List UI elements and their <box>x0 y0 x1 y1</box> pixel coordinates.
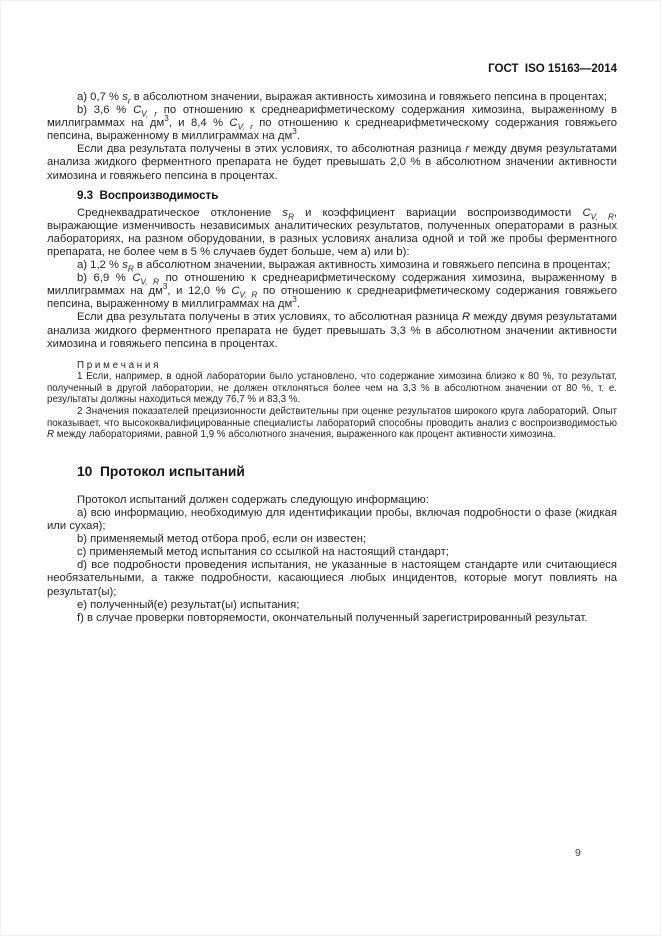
list-item-a-repeatability: а) 0,7 % $s_r$ в абсолютном значении, выражая активность химозина и говяжьего пепсина в процентах; <box>77 91 608 106</box>
para-reproducibility-intro: Среднеквадратическое отклонение $s_R$ и коэффициент вариации воспроизводимости $C_{V, R}$, выражающие изменчивость независимых аналитических результатов, полученных операторами в разных лабораториях, на разном оборудовании, в разных условиях анализа одной и той же пробы ферментного препарата, не более чем в 5 % случаев будет больше, чем а) или b): <box>47 206 617 258</box>
list-item-b-repeatability: b) 3,6 % $C_{V, r}$ по отношению к среднеарифметическому содержания химозина, выраженному в миллиграммах на $дм^3$, и 8,4 % $C_{V, r}$ по отношению к среднеарифметическому содержания говяжьего пепсина, выраженному в миллиграммах на $дм^3$. <box>47 104 617 143</box>
para-repeatability-conclusion: Если два результата получены в этих условиях, то абсолютная разница r между двумя результатами анализа жидкого ферментного препарата не будет превышать 2,0 % в абсолютном значении активности химозина и говяжьего пепсина в процентах. <box>47 143 617 182</box>
para-test-report-intro: Протокол испытаний должен содержать следующую информацию: <box>77 493 429 506</box>
list-item-e-report: e) полученный(е) результат(ы) испытания; <box>77 598 300 611</box>
list-item-c-report: c) применяемый метод испытания со ссылкой на настоящий стандарт; <box>77 546 449 559</box>
list-item-d-report: d) все подробности проведения испытания, не указанные в настоящем стандарте или считающиеся необязательными, а также подробности, касающиеся любых инцидентов, которые могут повлиять на результат(ы); <box>47 559 617 598</box>
page-number: 9 <box>575 847 581 859</box>
note-1: 1 Если, например, в одной лаборатории было установлено, что содержание химозина близко к 80 %, то результат, полученный в другой лаборатории, не должен отклоняться более чем на 3,3 % в абсолютном значении от 80 %, т. е. результаты должны находиться между 76,7 % и 83,3 %. <box>47 371 617 406</box>
list-item-a-report: а) всю информацию, необходимую для идентификации пробы, включая подробности о фазе (жидкая или сухая); <box>47 506 617 533</box>
document-header-title: ГОСТ ISO 15163—2014 <box>488 63 617 75</box>
list-item-f-report: f) в случае проверки повторяемости, окончательный полученный зарегистрированный результат. <box>77 611 588 624</box>
note-2: 2 Значения показателей прецизионности действительны при оценке результатов широкого круга лабораторий. Опыт показывает, что высококвалифицированные специалисты лабораторий способны проводить анализ с воспроизводимостью R между лабораториями, равной 1,9 % абсолютного значения, выраженного как процент активности химозина. <box>47 406 617 441</box>
section-10-heading: 10 Протокол испытаний <box>77 463 245 479</box>
para-reproducibility-conclusion: Если два результата получены в этих условиях, то абсолютная разница R между двумя результатами анализа жидкого ферментного препарата не будет превышать 3,3 % в абсолютном значении активности химозина и говяжьего пепсина в процентах. <box>47 311 617 350</box>
document-content <box>47 63 617 625</box>
list-item-b-report: b) применяемый метод отбора проб, если он известен; <box>77 533 367 546</box>
notes-label: П р и м е ч а н и я <box>77 359 159 371</box>
section-9-3-heading: 9.3 Воспроизводимость <box>77 188 219 202</box>
list-item-a-reproducibility: а) 1,2 % $s_R$ в абсолютном значении, выражая активность химозина и говяжьего пепсина в процентах; <box>77 259 611 274</box>
list-item-b-reproducibility: b) 6,9 % $C_{V, R}$ по отношению к среднеарифметическому содержания химозина, выраженному в миллиграммах на $дм^3$, и 12,0 % $C_{V, R}$ по отношению к среднеарифметическому содержания говяжьего пепсина, выраженному в миллиграммах на $дм^3$. <box>47 272 617 311</box>
document-body <box>47 91 617 625</box>
